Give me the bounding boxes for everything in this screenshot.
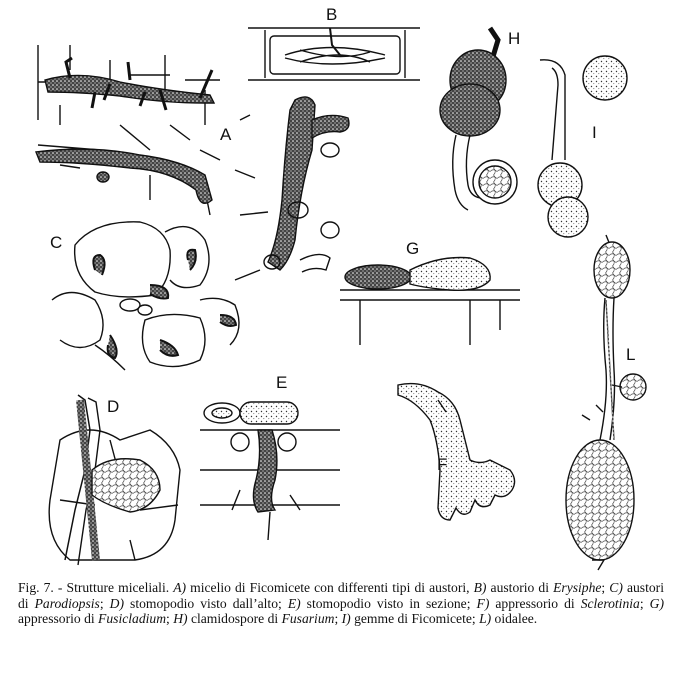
caption-item-g: G) appressorio di Fusicladium; — [18, 595, 665, 627]
panel-a — [36, 45, 232, 215]
caption-item-i: I) gemme di Ficomicete; — [341, 611, 476, 627]
panel-d — [49, 395, 180, 565]
panel-c — [50, 222, 239, 370]
caption-item-f: F) appressorio di Sclerotinia; — [476, 595, 644, 611]
panel-hypha-lobed — [235, 97, 349, 280]
panel-f — [398, 384, 515, 520]
panel-label-h: H — [508, 29, 521, 48]
panel-label-a: A — [220, 125, 232, 144]
caption-item-c: C) austori di Parodiopsis; — [18, 580, 664, 611]
panel-label-l: L — [626, 345, 636, 364]
caption-item-l: L) oidalee. — [479, 611, 538, 627]
caption-item-h: H) clamidospore di Fusarium; — [173, 611, 339, 627]
panel-label-g: G — [406, 239, 420, 258]
caption-item-d: D) stomopodio visto dall’alto; — [109, 595, 282, 611]
panel-label-c: C — [50, 233, 63, 252]
caption-item-a: A) micelio di Ficomicete con differenti tipi di austori, — [173, 580, 470, 595]
panel-label-b: B — [326, 5, 338, 24]
panel-label-f: F — [437, 455, 448, 474]
panel-l — [566, 235, 646, 570]
figure-caption — [18, 580, 664, 627]
panel-label-d: D — [107, 397, 120, 416]
panel-g — [340, 239, 520, 345]
panel-e — [200, 373, 340, 540]
panel-label-e: E — [276, 373, 288, 392]
caption-lead: Fig. 7. - Strutture miceliali. — [18, 580, 170, 595]
panel-b — [248, 5, 420, 80]
caption-item-b: B) austorio di Erysiphe; — [473, 580, 606, 595]
caption-item-e: E) stomopodio visto in sezione; — [287, 595, 471, 611]
panel-h — [440, 28, 520, 210]
panel-i — [538, 56, 627, 237]
panel-label-i: I — [592, 123, 597, 142]
